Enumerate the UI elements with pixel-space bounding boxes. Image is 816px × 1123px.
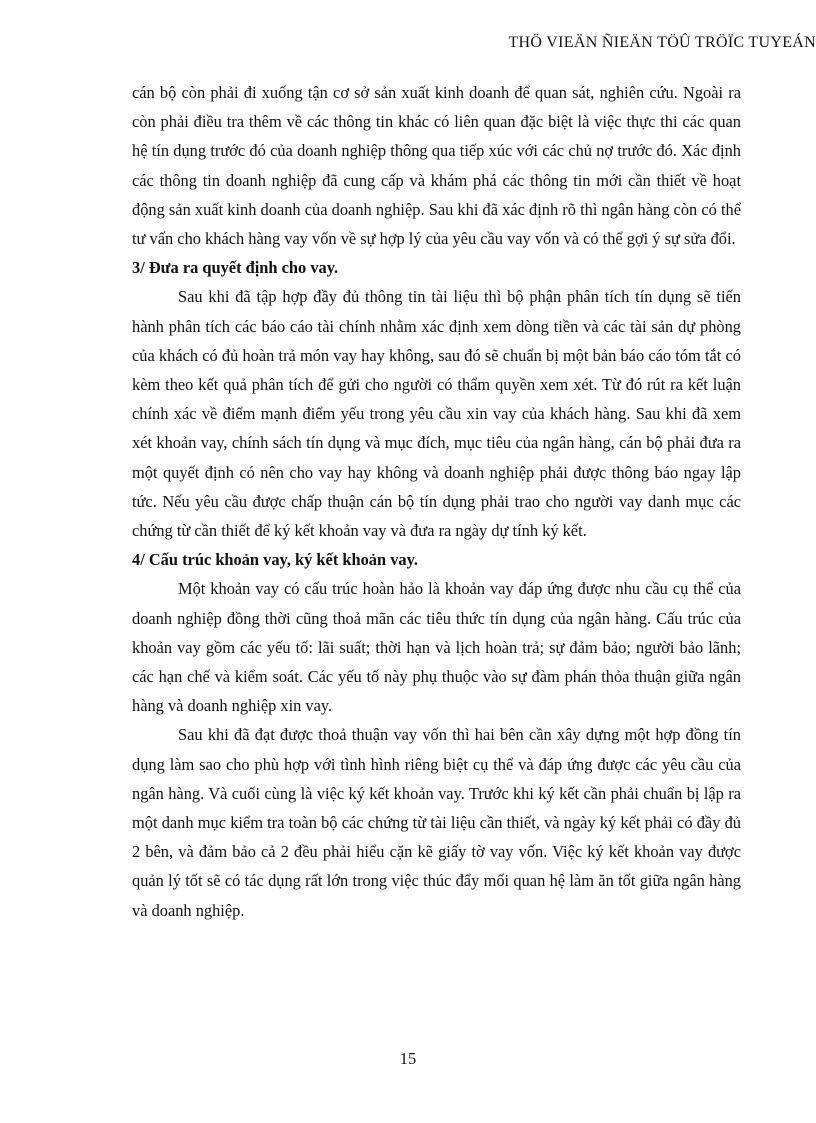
paragraph: Sau khi đã tập hợp đầy đủ thông tin tài liệu thì bộ phận phân tích tín dụng sẽ tiến hành phân tích các báo cáo tài chính nhằm xác định xem dòng tiền và các tài sản dự phòng của khách có đủ hoàn trả món vay hay không, sau đó sẽ chuẩn bị một bản báo cáo tóm tắt có kèm theo kết quả phân tích để gửi cho người có thẩm quyền xem xét. Từ đó rút ra kết luận chính xác về điểm mạnh điểm yếu trong yêu cầu xin vay của khách hàng. Sau khi đã xem xét khoản vay, chính sách tín dụng và mục đích, mục tiêu của ngân hàng, cán bộ phải đưa ra một quyết định có nên cho vay hay không và doanh nghiệp phải được thông báo ngay lập tức. Nếu yêu cầu được chấp thuận cán bộ tín dụng phải trao cho người vay danh mục các chứng từ cần thiết để ký kết khoản vay và đưa ra ngày dự tính ký kết. bbox=[132, 287, 741, 541]
document-body bbox=[132, 78, 741, 925]
paragraph: cán bộ còn phải đi xuống tận cơ sở sản xuất kinh doanh để quan sát, nghiên cứu. Ngoài ra còn phải điều tra thêm về các thông tin khác có liên quan đặc biệt là việc thực thi các quan hệ tín dụng trước đó của doanh nghiệp thông qua tiếp xúc với các chủ nợ trước đó. Xác định các thông tin doanh nghiệp đã cung cấp và khám phá các thông tin mới cần thiết về hoạt động sản xuất kinh doanh của doanh nghiệp. Sau khi đã xác định rõ thì ngân hàng còn có thể tư vấn cho khách hàng vay vốn về sự hợp lý của yêu cầu vay vốn và có thể gợi ý sự sửa đổi. bbox=[132, 83, 741, 249]
section-heading: 3/ Đưa ra quyết định cho vay. bbox=[132, 258, 339, 278]
paragraph: Một khoản vay có cấu trúc hoàn hảo là khoản vay đáp ứng được nhu cầu cụ thể của doanh nghiệp đồng thời cũng thoả mãn các tiêu thức tín dụng của ngân hàng. Cấu trúc của khoản vay gồm các yếu tố: lãi suất; thời hạn và lịch hoàn trả; sự đảm bảo; người bảo lãnh; các hạn chế và kiểm soát. Các yếu tố này phụ thuộc vào sự đàm phán thỏa thuận giữa ngân hàng và doanh nghiệp xin vay. bbox=[132, 579, 741, 716]
running-header: THÖ VIEÄN ÑIEÄN TÖÛ TRÖÏC TUYEÁN bbox=[508, 34, 816, 51]
section-heading: 4/ Cấu trúc khoản vay, ký kết khoản vay. bbox=[132, 550, 418, 570]
paragraph: Sau khi đã đạt được thoả thuận vay vốn thì hai bên cần xây dựng một hợp đồng tín dụng làm sao cho phù hợp với tình hình riêng biệt cụ thể và đáp ứng được các yêu cầu của ngân hàng. Và cuối cùng là việc ký kết khoản vay. Trước khi ký kết cần phải chuẩn bị lập ra một danh mục kiểm tra toàn bộ các chứng từ tài liệu cần thiết, và ngày ký kết phải có đầy đủ 2 bên, và đảm bảo cả 2 đều phải hiểu cặn kẽ giấy tờ vay vốn. Việc ký kết khoản vay được quản lý tốt sẽ có tác dụng rất lớn trong việc thúc đẩy mối quan hệ làm ăn tốt giữa ngân hàng và doanh nghiệp. bbox=[132, 725, 741, 920]
page-number: 15 bbox=[399, 1049, 417, 1068]
